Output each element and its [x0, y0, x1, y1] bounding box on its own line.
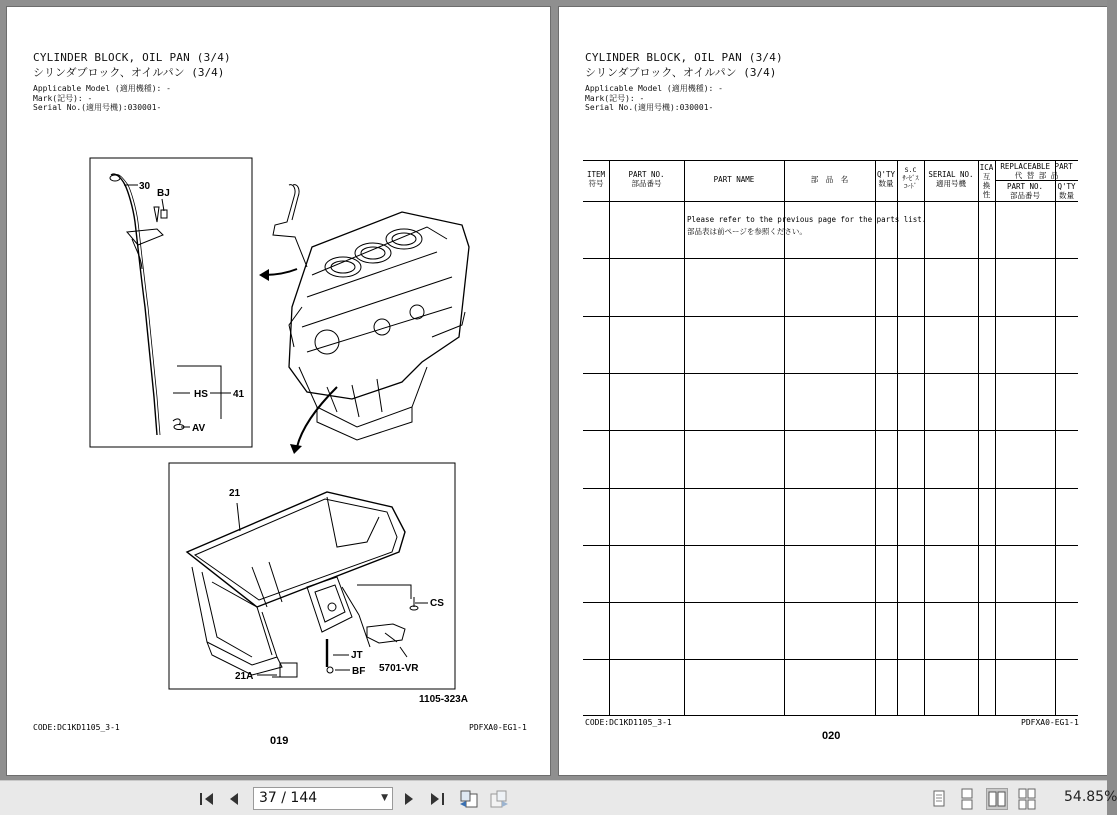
- th-replaceable-part: REPLACEABLE PART 代 替 部 品: [1000, 162, 1073, 180]
- th-ica: ICA 互 換 性: [979, 163, 994, 199]
- th-serial-no: SERIAL NO. 適用号機: [928, 170, 974, 188]
- next-page-icon[interactable]: [399, 789, 419, 809]
- callout-bf: BF: [352, 666, 366, 677]
- oil-pan-sketch: [187, 492, 428, 677]
- callout-hs: HS: [194, 389, 208, 400]
- footer-pdf-code: PDFXA0-EG1-1: [1021, 718, 1079, 727]
- serial-no: Serial No.(適用号機):030001-: [585, 103, 714, 112]
- go-forward-view-icon[interactable]: [487, 789, 511, 809]
- mark: Mark(記号): -: [585, 93, 645, 103]
- callout-jt: JT: [351, 650, 363, 661]
- th-rep-part-no: PART NO. 部品番号: [1006, 182, 1044, 200]
- th-part-no: PART NO. 部品番号: [628, 170, 665, 188]
- facing-icon[interactable]: [986, 788, 1008, 810]
- figure-id: 1105-323A: [419, 694, 468, 705]
- callout-21: 21: [229, 488, 241, 499]
- exploded-parts-drawing: [7, 7, 552, 777]
- title-en: CYLINDER BLOCK, OIL PAN (3/4): [585, 51, 783, 64]
- th-part-name: PART NAME: [713, 175, 755, 184]
- last-page-icon[interactable]: [426, 789, 448, 809]
- title-jp: シリンダブロック、オイルパン (3/4): [33, 66, 225, 79]
- th-rep-qty: Q'TY 数量: [1057, 182, 1076, 200]
- footer-code: CODE:DC1KD1105_3-1: [33, 723, 120, 732]
- footer-code: CODE:DC1KD1105_3-1: [585, 718, 672, 727]
- engine-block-sketch: [273, 185, 469, 440]
- page-number-input[interactable]: 37 / 144 ▼: [253, 787, 393, 810]
- navigation-toolbar: [0, 780, 1117, 815]
- continuous-facing-icon[interactable]: [1016, 788, 1038, 810]
- th-item: ITEM 符号: [586, 170, 606, 188]
- first-page-icon[interactable]: [196, 789, 218, 809]
- callout-cs: CS: [430, 598, 444, 609]
- page-header: [585, 51, 783, 113]
- th-name-jp: 部 品 名: [810, 175, 849, 184]
- th-qty: Q'TY 数量: [876, 170, 896, 188]
- callout-bj: BJ: [157, 188, 170, 199]
- callout-5701-vr: 5701-VR: [379, 663, 419, 674]
- single-page-icon[interactable]: [928, 788, 950, 810]
- applicable-model: Applicable Model (適用機種): -: [585, 84, 723, 93]
- serial-no: Serial No.(適用号機):030001-: [33, 103, 162, 112]
- title-jp: シリンダブロック、オイルパン (3/4): [585, 66, 777, 79]
- zoom-level[interactable]: 54.85%: [1064, 789, 1117, 805]
- page-number: 019: [270, 735, 289, 747]
- title-en: CYLINDER BLOCK, OIL PAN (3/4): [33, 51, 231, 64]
- mark: Mark(記号): -: [33, 93, 93, 103]
- parts-table: [583, 160, 1078, 716]
- page-020: [558, 6, 1107, 776]
- page-019: [6, 6, 551, 776]
- applicable-model: Applicable Model (適用機種): -: [33, 84, 171, 93]
- callout-30: 30: [139, 181, 151, 192]
- dipstick-inset-frame: [90, 158, 252, 447]
- callout-41: 41: [233, 389, 245, 400]
- page-number: 020: [822, 730, 841, 742]
- prev-page-icon[interactable]: [224, 789, 244, 809]
- chevron-down-icon[interactable]: ▼: [381, 793, 388, 803]
- continuous-icon[interactable]: [956, 788, 978, 810]
- th-sc: S.C ｻｰﾋﾞｽ ｺｰﾄﾞ: [902, 166, 919, 190]
- parts-list-note: Please refer to the previous page for the parts list. 部品表は前ページを参照ください。: [687, 215, 927, 236]
- callout-av: AV: [192, 423, 206, 434]
- callout-21a: 21A: [235, 671, 254, 682]
- footer-pdf-code: PDFXA0-EG1-1: [469, 723, 527, 732]
- go-back-view-icon[interactable]: [457, 789, 481, 809]
